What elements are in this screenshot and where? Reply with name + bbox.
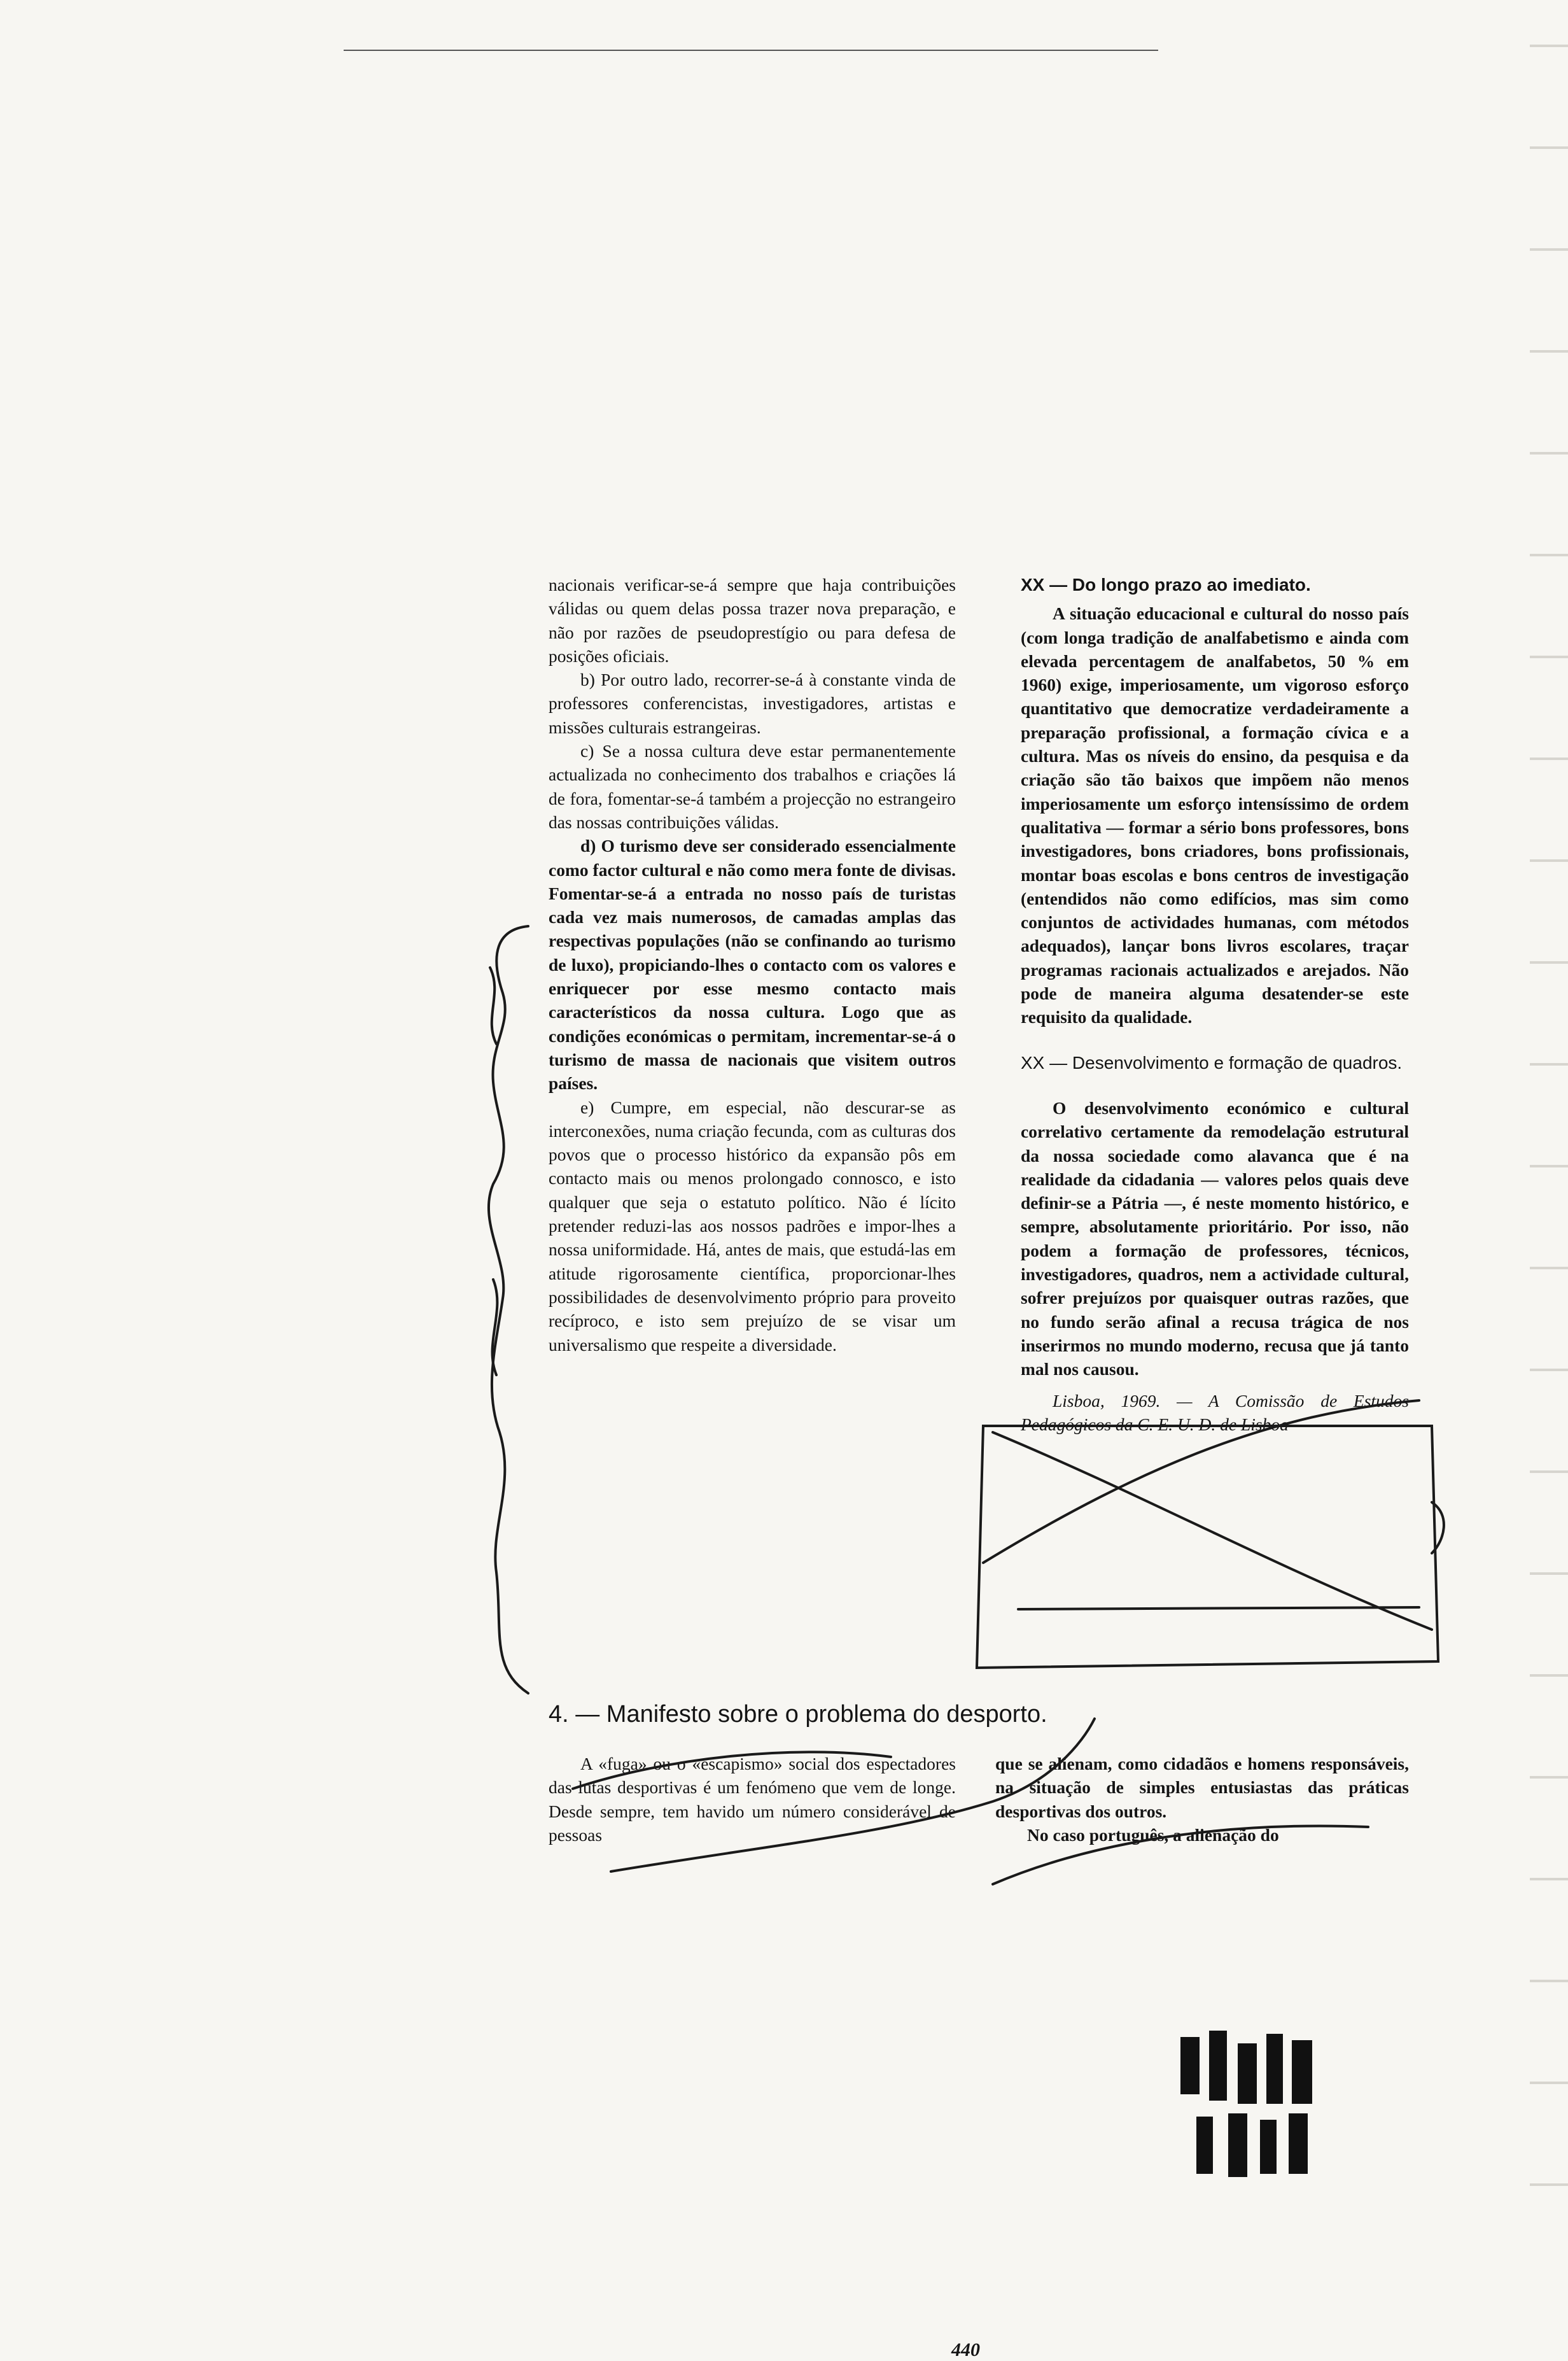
cross-line-2 [993, 1432, 1432, 1630]
left-paragraph-5: e) Cumpre, em especial, não descurar-se as interconexões, numa criação fecunda, com as culturas dos povos que o processo histórico da expansão pôs em contacto mais ou menos prolongado connosco, e isto qualquer que seja o estatuto político. Não é lícito pretender reduzi-las aos nossos padrões e impor-lhes a nossa uniformidade. Há, antes de mais, que estudá-las em atitude rigorosamente científica, proporcionar-lhes possibilidades de desenvolvimento próprio para proveito recíproco, e isto sem prejuízo de se visar um universalismo que respeite a diversidade. [549, 1097, 956, 1355]
right-paragraph-1: A situação educacional e cultural do nosso país (com longa tradição de analfabetismo e ainda com elevada percentagem de analfabetos, 50 % em 1960) exige, imperiosamente, um vigoroso esforço quantitativo que democratize verdadeiramente a preparação profissional, a formação cívica e a cultura. Mas os níveis do ensino, da pesquisa e da criação são tão baixos que impõem não menos imperiosamente um esforço intensíssimo de ordem qualitativa — formar a sério bons professores, bons investigadores, bons criadores, bons profissionais, montar boas escolas e bons centros de investigação (entendidos não como edifícios, mas sim como conjuntos de actividades humanas, com métodos adequados), lançar bons livros escolares, traçar programas racionais actualizados e arejados. Não pode de maneira alguma desatender-se este requisito da qualidade. [1021, 603, 1409, 1027]
stamp-mark [1180, 2031, 1312, 2177]
scan-edge-noise [1530, 0, 1568, 2231]
margin-bracket-left [489, 926, 528, 1693]
signature-line: Lisboa, 1969. — A Comissão de Estudos Pedagógicos da C. E. U. D. de Lisboa [1021, 1390, 1409, 1434]
top-rule [344, 50, 1158, 51]
left-paragraph-4: d) O turismo deve ser considerado essencialmente como factor cultural e não como mera fonte de divisas. Fomentar-se-á a entrada no nosso país de turistas cada vez mais numerosos, de camadas amplas das respectivas populações (não se confinando ao turismo de luxo), propiciando-lhes o contacto com os valores e enriquecer por esse mesmo contacto mais característicos da nossa cultura. Logo que as condições económicas o permitam, incrementar-se-á o turismo de massa de nacionais que visitem outros países. [549, 836, 956, 1094]
strike-line [1018, 1607, 1419, 1609]
left-paragraph-3: c) Se a nossa cultura deve estar permanentemente actualizada no conhecimento dos trabalhos e criações lá de fora, fomentar-se-á também a projecção no estrangeiro das nossas contribuições válidas. [549, 741, 956, 832]
page-number: 440 [951, 2339, 980, 2360]
right-column [1021, 573, 1409, 1436]
cross-box [977, 1426, 1438, 1668]
left-column [549, 573, 956, 1357]
bracket-right [1432, 1502, 1444, 1553]
right-heading-1: XX — Do longo prazo ao imediato. [1021, 575, 1311, 595]
section-4-left-column [549, 1752, 956, 1847]
margin-squiggle-1 [490, 968, 496, 1044]
margin-squiggle-2 [493, 1279, 498, 1375]
section-4-left-paragraph: A «fuga» ou o «escapismo» social dos espectadores das lutas desportivas é um fenómeno que vem de longe. Desde sempre, tem havido um número considerável de pessoas [549, 1754, 956, 1845]
section-4-right-column [995, 1752, 1409, 1847]
section-4-right-paragraph-1: que se alienam, como cidadãos e homens responsáveis, na situação de simples entusiastas das práticas desportivas dos outros. [995, 1754, 1409, 1821]
section-4-title: 4. — Manifesto sobre o problema do desporto. [549, 1701, 1047, 1728]
left-paragraph-2: b) Por outro lado, recorrer-se-á à constante vinda de professores conferencistas, investigadores, artistas e missões culturais estrangeiras. [549, 670, 956, 737]
left-paragraph-1: nacionais verificar-se-á sempre que haja contribuições válidas ou quem delas possa trazer nova preparação, e não por razões de pseudoprestígio ou para defesa de posições oficiais. [549, 575, 956, 666]
right-heading-2: XX — Desenvolvimento e formação de quadros. [1021, 1052, 1403, 1073]
right-paragraph-2: O desenvolvimento económico e cultural correlativo certamente da remodelação estrutural da nossa sociedade como alavanca que é na realidade da cidadania — valores pelos quais deve definir-se a Pátria —, é neste momento histórico, e sempre, absolutamente prioritário. Por isso, não podem a formação de professores, técnicos, investigadores, quadros, nem a actividade cultural, sofrer prejuízos por quaisquer outras razões, que no fundo serão afinal a recusa trágica de nos inserirmos no mundo moderno, recusa que já tanto mal nos causou. [1021, 1097, 1409, 1379]
section-4-right-paragraph-2: No caso português, a alienação do [1027, 1824, 1279, 1845]
